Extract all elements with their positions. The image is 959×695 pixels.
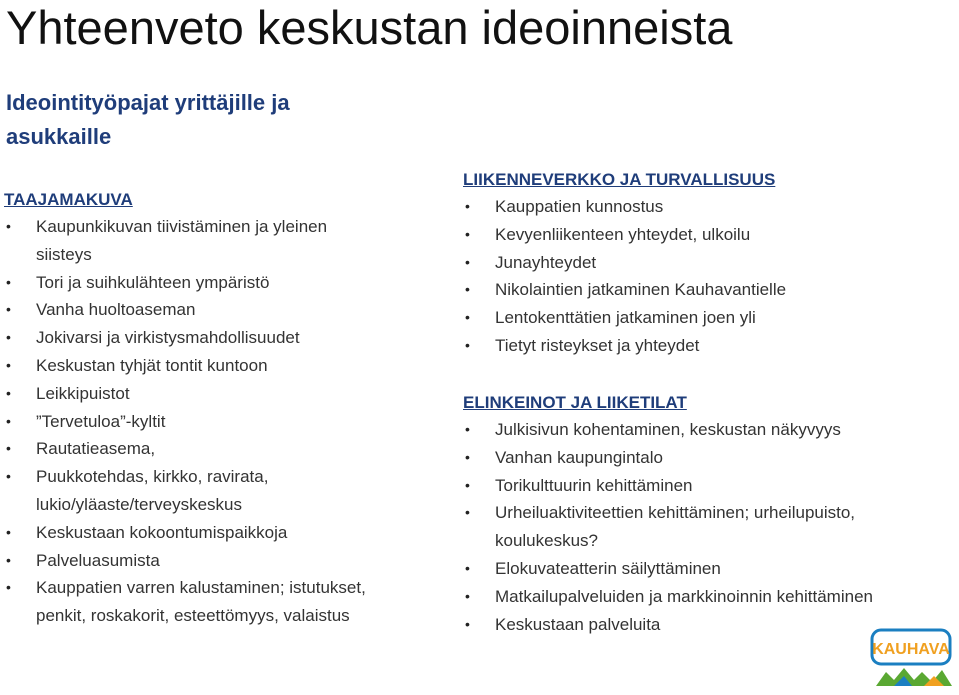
subtitle: Ideointityöpajat yrittäjille ja asukkaille — [6, 90, 290, 149]
list-item: • Keskustaan palveluita — [463, 611, 943, 639]
list-item: • Palveluasumista — [4, 547, 384, 575]
list-item: • Vanhan kaupungintalo — [463, 444, 943, 472]
list-item: • Vanha huoltoaseman — [4, 296, 384, 324]
list-item: • Lentokenttätien jatkaminen joen yli — [463, 304, 943, 332]
section-heading: TAAJAMAKUVA — [4, 190, 133, 209]
list-item: • Kevyenliikenteen yhteydet, ulkoilu — [463, 221, 943, 249]
bullet-list — [463, 193, 943, 360]
list-item: • Kauppatien varren kalustaminen; istutukset, penkit, roskakorit, esteettömyys, valaistus — [4, 574, 384, 630]
section-liikenneverkko — [463, 166, 943, 360]
list-item: • Rautatieasema, — [4, 435, 384, 463]
list-item: • ”Tervetuloa”-kyltit — [4, 408, 384, 436]
list-item: • Jokivarsi ja virkistysmahdollisuudet — [4, 324, 384, 352]
logo-graphic — [866, 628, 956, 690]
list-item: • Nikolaintien jatkaminen Kauhavantielle — [463, 276, 943, 304]
bullet-list — [463, 416, 943, 638]
kauhava-logo-icon — [866, 628, 956, 690]
list-item: • Keskustaan kokoontumispaikkoja — [4, 519, 384, 547]
list-item: • Elokuvateatterin säilyttäminen — [463, 555, 943, 583]
logo-text: KAUHAVA — [872, 641, 950, 658]
list-item: • Matkailupalveluiden ja markkinoinnin kehittäminen — [463, 583, 943, 611]
list-item: • Junayhteydet — [463, 249, 943, 277]
list-item: • Leikkipuistot — [4, 380, 384, 408]
section-heading: LIIKENNEVERKKO JA TURVALLISUUS — [463, 170, 776, 189]
page-title: Yhteenveto keskustan ideoinneista — [6, 1, 733, 54]
section-heading: ELINKEINOT JA LIIKETILAT — [463, 393, 687, 412]
list-item: • Julkisivun kohentaminen, keskustan näkyvyys — [463, 416, 943, 444]
list-item: • Tietyt risteykset ja yhteydet — [463, 332, 943, 360]
list-item: • Kaupunkikuvan tiivistäminen ja yleinen siisteys — [4, 213, 384, 269]
list-item: • Torikulttuurin kehittäminen — [463, 472, 943, 500]
section-elinkeinot — [463, 389, 943, 638]
list-item: • Puukkotehdas, kirkko, ravirata, lukio/yläaste/terveyskeskus — [4, 463, 384, 519]
list-item: • Keskustan tyhjät tontit kuntoon — [4, 352, 384, 380]
list-item: • Urheiluaktiviteettien kehittäminen; urheilupuisto, koulukeskus? — [463, 499, 943, 555]
list-item: • Kauppatien kunnostus — [463, 193, 943, 221]
list-item: • Tori ja suihkulähteen ympäristö — [4, 269, 384, 297]
bullet-list — [4, 213, 384, 630]
section-taajamakuva — [4, 186, 384, 630]
